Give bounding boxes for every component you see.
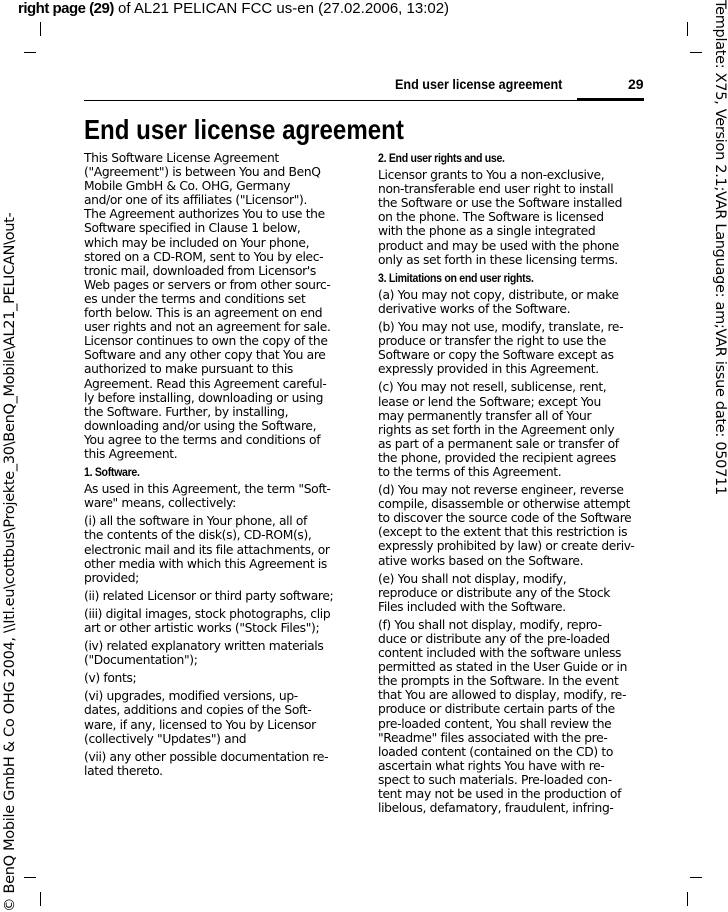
header-rule-thick [577,98,644,101]
crop-mark [40,22,41,36]
paragraph [84,689,359,745]
text-line: provided; [84,570,139,585]
text-line: (iii) digital images, stock photographs, clip [84,606,331,621]
text-line: ly before installing, downloading or using [84,390,324,405]
slug-rest: of AL21 PELICAN FCC us-en (27.02.2006, 13:02) [113,0,450,17]
text-line: 2. End user rights and use. [378,151,505,165]
text-line: (v) fonts; [84,671,137,686]
paragraph [84,750,359,778]
text-line: and/or one of its affiliates ("Licensor"). [84,193,308,208]
paragraph [84,639,359,667]
text-line: (b) You may not use, modify, translate, re- [378,320,624,335]
text-line: the Software or use the Software installed [378,196,623,211]
text-line: reproduce or distribute any of the Stock [378,585,611,600]
text-line: non-transferable end user right to install [378,182,614,197]
text-line: 3. Limitations on end user rights. [378,270,534,285]
text-line: tronic mail, downloaded from Licensor's [84,263,316,278]
crop-mark [687,22,688,36]
text-line: forth below. This is an agreement on end [84,306,323,321]
text-line: that You are allowed to display, modify, re- [378,688,627,703]
text-line: rights as set forth in the Agreement only [378,422,615,437]
text-line: lease or lend the Software; except You [378,394,601,409]
text-line: user rights and not an agreement for sale. [84,320,331,335]
crop-mark [690,877,702,878]
section-heading [378,151,620,165]
paragraph [378,572,653,614]
header-rule [84,100,644,101]
text-line: es under the terms and conditions set [84,291,306,306]
text-line: produce or transfer the right to use the [378,334,606,349]
running-header-title: End user license agreement [395,76,563,92]
right-column [378,151,653,819]
text-line: (collectively "Updates") and [84,731,247,746]
text-line: "Readme" files associated with the pre- [378,730,608,745]
text-line: the contents of the disk(s), CD-ROM(s), [84,528,312,543]
text-line: the prompts in the Software. In the event [378,674,619,689]
text-line: content included with the software unless [378,646,622,661]
text-line: (vi) upgrades, modified versions, up- [84,689,298,704]
text-line: compile, disassemble or otherwise attempt [378,497,631,512]
paragraph [84,607,359,635]
text-line: Web pages or servers or from other sourc- [84,277,331,292]
text-line: Software or copy the Software except as [378,348,614,363]
text-line: (i) all the software in Your phone, all of [84,514,308,529]
text-line: Mobile GmbH & Co. OHG, Germany [84,179,291,194]
text-line: Files included with the Software. [378,599,566,614]
paragraph [378,320,653,376]
text-line: (a) You may not copy, distribute, or make [378,287,619,302]
text-line: which may be included on Your phone, [84,235,310,250]
text-line: (except to the extent that this restriction is [378,525,628,540]
text-line: (d) You may not reverse engineer, reverse [378,483,624,498]
text-line: art or other artistic works ("Stock Files"); [84,621,320,635]
text-line: ("Agreement") is between You and BenQ [84,165,321,180]
text-line: Software specified in Clause 1 below, [84,221,301,236]
text-line: spect to such materials. Pre-loaded con- [378,772,612,787]
text-line: dates, additions and copies of the Soft- [84,703,312,718]
text-line: (vii) any other possible documentation re- [84,749,329,764]
text-line: (c) You may not resell, sublicense, rent, [378,380,607,395]
text-line: lated thereto. [84,763,163,778]
text-line: (f) You shall not display, modify, repro- [378,617,602,632]
text-line: produce or distribute certain parts of the [378,702,615,717]
text-line: 1. Software. [84,465,140,480]
left-column [84,151,359,782]
paragraph [84,514,359,584]
print-slug [18,0,449,17]
text-line: tent may not be used in the production of [378,787,622,802]
text-line: The Agreement authorizes You to use the [84,207,325,222]
text-line: the Software. Further, by installing, [84,404,289,419]
text-line: product and may be used with the phone [378,238,619,253]
text-line: (iv) related explanatory written materials [84,639,324,654]
paragraph [378,380,653,479]
paragraph [84,671,359,685]
text-line: stored on a CD-ROM, sent to You by elec- [84,249,324,264]
text-line: with the phone as a single integrated [378,224,596,239]
text-line: downloading and/or using the Software, [84,418,317,433]
text-line: Software and any other copy that You are [84,348,326,363]
text-line: ascertain what rights You have with re- [378,758,605,773]
text-line: expressly provided in this Agreement. [378,362,599,377]
text-line: Licensor continues to own the copy of the [84,334,328,349]
text-line: permitted as stated in the User Guide or in [378,660,628,675]
text-line: expressly prohibited by law) or create deriv- [378,539,635,554]
text-line: the phone, provided the recipient agrees [378,450,616,465]
paragraph [84,151,359,461]
text-line: libelous, defamatory, fraudulent, infring- [378,801,614,816]
text-line: ative works based on the Software. [378,553,584,568]
page-title: End user license agreement [84,114,404,145]
text-line: electronic mail and its file attachments, or [84,542,330,557]
section-heading [378,271,620,285]
text-line: as part of a permanent sale or transfer of [378,436,619,451]
text-line: loaded content (contained on the CD) to [378,744,614,759]
crop-mark [40,892,41,906]
template-info: Template: X75, Version 2.1;VAR Language: am;VAR issue date: 050711 [712,0,728,495]
text-line: on the phone. The Software is licensed [378,210,604,225]
paragraph [378,288,653,316]
text-line: this Agreement. [84,446,178,461]
text-line: to the terms of this Agreement. [378,464,562,479]
crop-mark [24,52,36,53]
text-line: This Software License Agreement [84,151,279,165]
text-line: duce or distribute any of the pre-loaded [378,632,610,646]
text-line: authorized to make pursuant to this [84,362,293,377]
text-line: other media with which this Agreement is [84,556,327,571]
text-line: to discover the source code of the Software [378,511,632,526]
paragraph [378,483,653,568]
text-line: ("Documentation"); [84,653,198,668]
text-line: You agree to the terms and conditions of [84,432,321,447]
paragraph [378,618,653,815]
section-heading [84,465,326,479]
slug-bold: right page (29) [18,0,114,17]
text-line: (ii) related Licensor or third party software; [84,588,334,603]
page-number: 29 [628,76,644,92]
text-line: may permanently transfer all of Your [378,408,592,423]
text-line: (e) You shall not display, modify, [378,571,567,586]
paragraph [378,168,653,267]
crop-mark [690,52,702,53]
text-line: derivative works of the Software. [378,301,571,316]
text-line: As used in this Agreement, the term "Soft- [84,482,331,497]
crop-mark [687,892,688,906]
text-line: Agreement. Read this Agreement careful- [84,376,327,391]
paragraph [84,482,359,510]
copyright-path: © BenQ Mobile GmbH & Co OHG 2004, \\Itl.eu\cottbus\Projekte_30\BenQ_Mobile\AL21_PELICAN\out- [2,212,18,912]
text-line: pre-loaded content, You shall review the [378,716,612,731]
paragraph [84,589,359,603]
text-line: only as set forth in these licensing terms. [378,252,618,267]
crop-mark [24,877,36,878]
text-line: ware, if any, licensed to You by Licensor [84,717,316,732]
text-line: Licensor grants to You a non-exclusive, [378,168,605,183]
text-line: ware" means, collectively: [84,496,236,511]
